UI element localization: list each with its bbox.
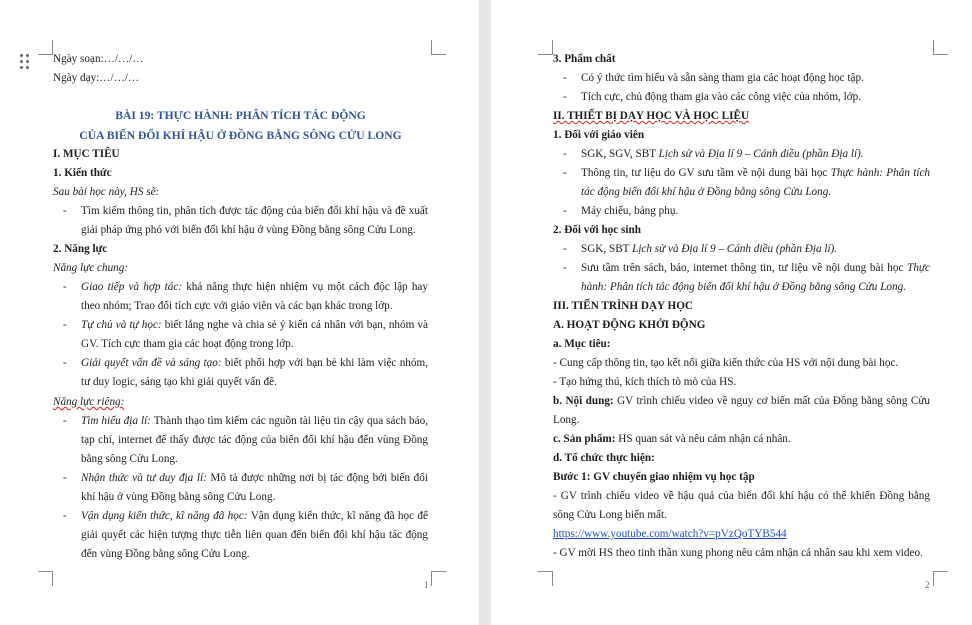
crop-mark-top-right — [431, 40, 446, 55]
crop-mark-bottom-left — [38, 571, 53, 586]
specific-competence-item: - Nhận thức và tư duy địa lí: Mô tả được những nơi bị tác động bởi biến đổi khí hậu ở vùng Đồng bằng sông Cửu Long. — [53, 469, 428, 507]
document-page-2 — [491, 0, 972, 625]
step-1-heading: Bước 1: GV chuyển giao nhiệm vụ học tập — [553, 471, 755, 483]
section-heading-process: III. TIẾN TRÌNH DẠY HỌC — [553, 300, 693, 312]
specific-competence-heading: Năng lực riêng: — [53, 396, 125, 408]
subheading-student: 2. Đối với học sinh — [553, 224, 641, 236]
page-number: 1 — [424, 580, 429, 590]
crop-mark-bottom-right — [933, 571, 948, 586]
organize-heading: d. Tổ chức thực hiện: — [553, 452, 655, 464]
general-competence-item: - Tự chủ và tự học: biết lắng nghe và chia sẻ ý kiến cá nhân với bạn, nhóm và GV. Tích cực tham gia các hoạt động trong lớp. — [53, 316, 428, 354]
crop-mark-bottom-right — [431, 571, 446, 586]
knowledge-item: - Tìm kiếm thông tin, phân tích được tác động của biến đổi khí hậu và đề xuất giải pháp ứng phó với biến đổi khí hậu ở vùng Đồng bằng sông Cửu Long. — [53, 202, 428, 240]
objective-heading: a. Mục tiêu: — [553, 338, 611, 350]
page-number: 2 — [925, 580, 930, 590]
general-competence-heading: Năng lực chung: — [53, 262, 129, 274]
invite-text: - GV mời HS theo tinh thần xung phong nêu cảm nhận cá nhân sau khi xem video. — [553, 547, 923, 559]
crop-mark-top-right — [933, 40, 948, 55]
section-heading-equipment: II. THIẾT BỊ DẠY HỌC VÀ HỌC LIỆU — [553, 110, 750, 122]
subheading-competence: 2. Năng lực — [53, 243, 108, 255]
crop-mark-top-left — [538, 40, 553, 55]
qualities-item: - Có ý thức tìm hiểu và sẵn sàng tham gia các hoạt động học tập. — [553, 69, 930, 88]
crop-mark-bottom-left — [538, 571, 553, 586]
general-competence-item: - Giao tiếp và hợp tác: khả năng thực hiện nhiệm vụ một cách độc lập hay theo nhóm; Trao đổi tích cực với giáo viên và các bạn khác trong lớp. — [53, 278, 428, 316]
activity-heading: A. HOẠT ĐỘNG KHỞI ĐỘNG — [553, 319, 706, 331]
objective-line: - Cung cấp thông tin, tạo kết nối giữa kiến thức của HS với nội dung bài học. — [553, 357, 899, 369]
product-line: c. Sản phẩm: HS quan sát và nêu cảm nhận cá nhân. — [553, 433, 791, 445]
content-line: b. Nội dung: GV trình chiếu video về nguy cơ biến mất của Đồng bằng sông Cửu Long. — [553, 395, 930, 426]
subheading-teacher: 1. Đối với giáo viên — [553, 129, 645, 141]
date-prepared: Ngày soạn:…/…/… — [53, 53, 144, 65]
document-page-1 — [0, 0, 479, 625]
section-heading-objectives: I. MỤC TIÊU — [53, 148, 120, 160]
step-1-text: - GV trình chiếu video về hậu quả của biến đổi khí hậu có thể khiến Đồng bằng sông Cửu Long biến mất. — [553, 490, 930, 521]
video-link-line — [553, 525, 930, 544]
knowledge-intro: Sau bài học này, HS sẽ: — [53, 186, 160, 198]
page-2-body — [553, 50, 930, 563]
student-item: - SGK, SBT Lịch sử và Địa lí 9 – Cánh diều (phần Địa lí). — [553, 240, 930, 259]
teacher-item: - Máy chiếu, bảng phụ. — [553, 202, 930, 221]
crop-mark-top-left — [38, 40, 53, 55]
video-link[interactable]: https://www.youtube.com/watch?v=pVzQoTYB544 — [553, 528, 787, 540]
teacher-item: - Thông tin, tư liệu do GV sưu tầm về nội dung bài học Thực hành: Phân tích tác động biến đổi khí hậu ở Đồng bằng sông Cửu Long. — [553, 164, 930, 202]
general-competence-item: - Giải quyết vấn đề và sáng tạo: biết phối hợp với bạn bè khi làm việc nhóm, tư duy logic, sáng tạo khi giải quyết vấn đề. — [53, 354, 428, 392]
objective-line: - Tạo hứng thú, kích thích tò mò của HS. — [553, 376, 737, 388]
date-taught: Ngày dạy:…/…/… — [53, 72, 140, 84]
subheading-qualities: 3. Phẩm chất — [553, 53, 616, 65]
page-1-body — [53, 50, 428, 564]
specific-competence-item: - Tìm hiểu địa lí: Thành thạo tìm kiếm các nguồn tài liệu tin cậy qua sách báo, tạp chí, internet để thấy được tác động của biến đổi khí hậu đến vùng Đồng bằng sông Cửu Long. — [53, 412, 428, 469]
lesson-title-line-2: CỦA BIẾN ĐỔI KHÍ HẬU Ở ĐỒNG BẰNG SÔNG CỬU LONG — [79, 129, 402, 142]
student-item: - Sưu tầm trên sách, báo, internet thông tin, tư liệu về nội dung bài học Thực hành: Phân tích tác động biến đổi khí hậu ở Đồng bằng sông Cửu Long. — [553, 259, 930, 297]
subheading-knowledge: 1. Kiến thức — [53, 167, 112, 179]
teacher-item: - SGK, SGV, SBT Lịch sử và Địa lí 9 – Cánh diều (phần Địa lí). — [553, 145, 930, 164]
qualities-item: - Tích cực, chủ động tham gia vào các công việc của nhóm, lớp. — [553, 88, 930, 107]
paragraph-move-handle-icon[interactable] — [20, 54, 30, 70]
lesson-title-line-1: BÀI 19: THỰC HÀNH: PHÂN TÍCH TÁC ĐỘNG — [115, 109, 366, 122]
specific-competence-item: - Vận dụng kiến thức, kĩ năng đã học: Vận dụng kiến thức, kĩ năng đã học để giải quyết các hiện tượng thực tiễn liên quan đến biến đổi khí hậu tác động đến vùng Đồng bằng sông Cửu Long. — [53, 507, 428, 564]
